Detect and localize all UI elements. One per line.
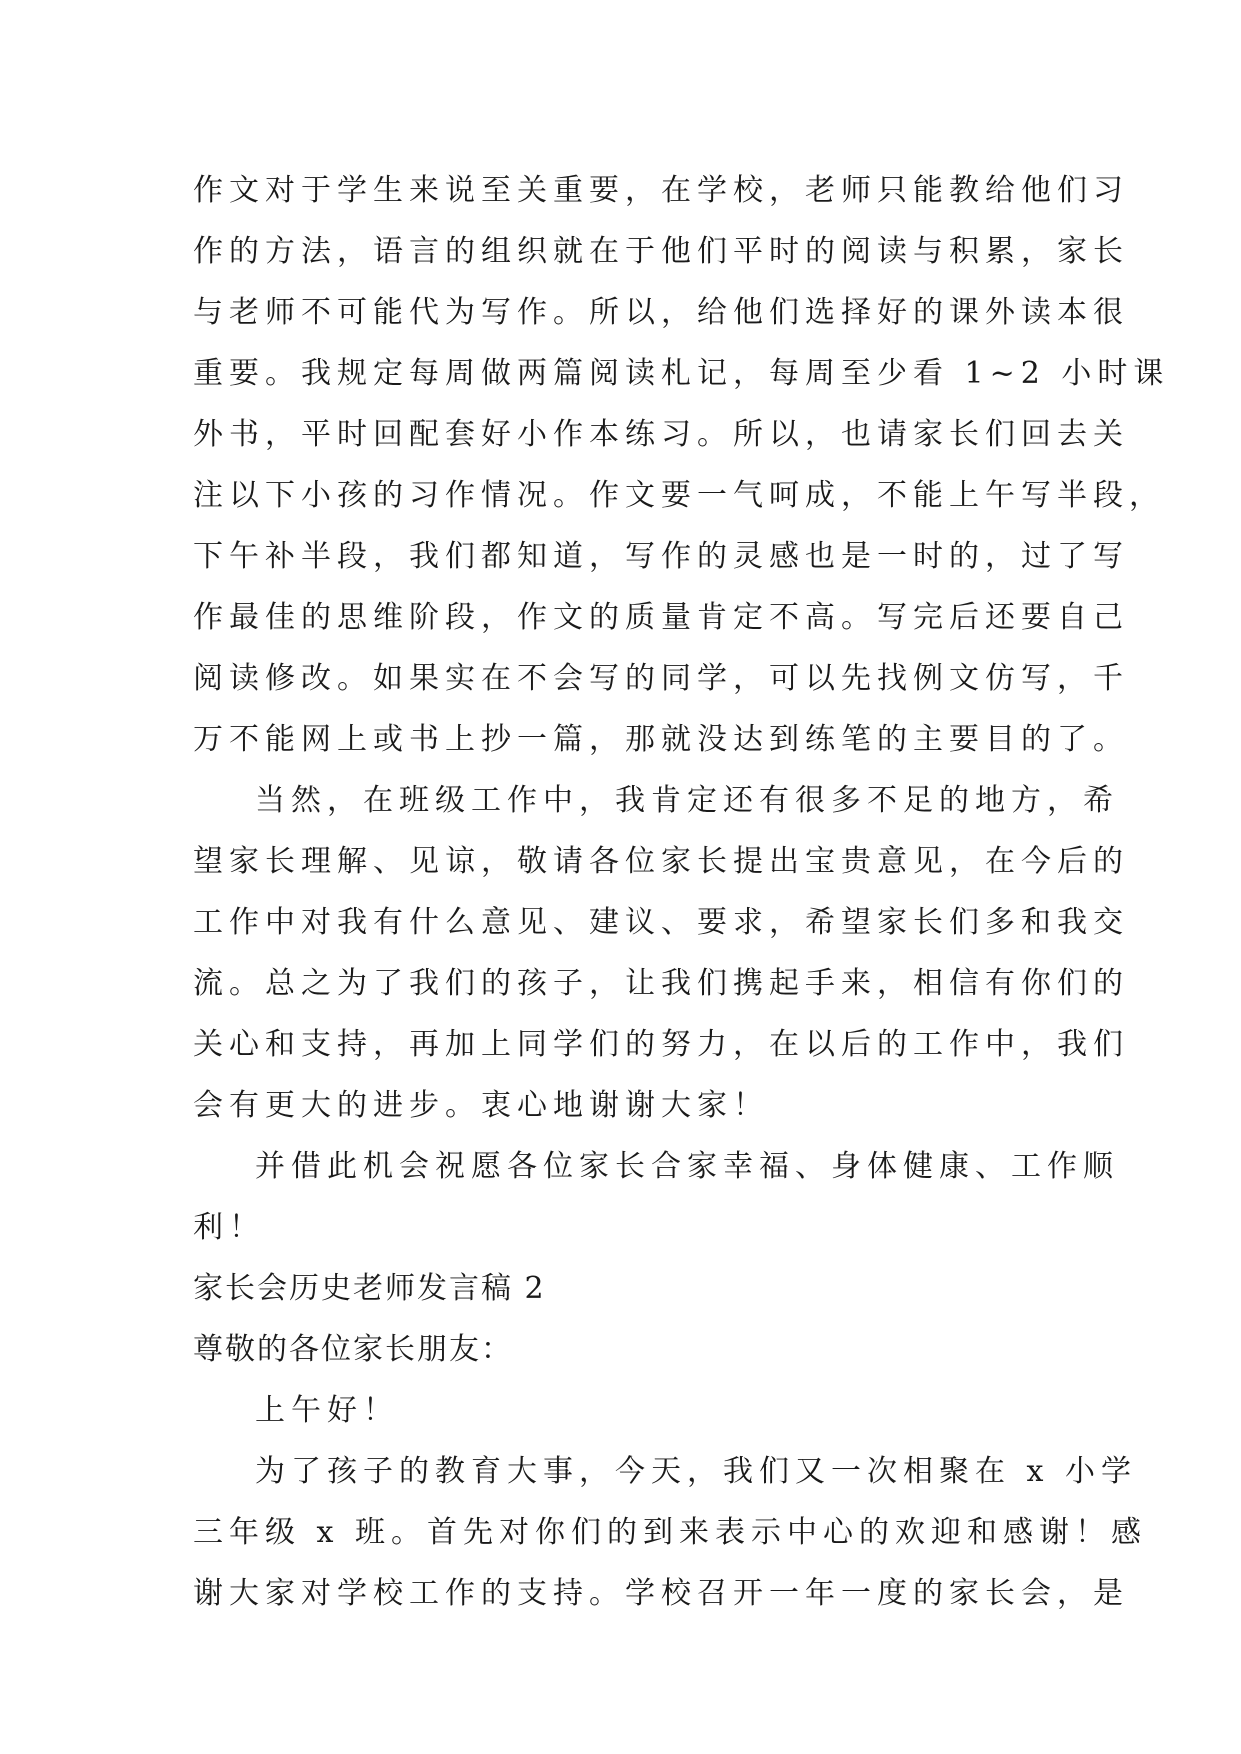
text-line: 注以下小孩的习作情况。作文要一气呵成，不能上午写半段， [193,478,1165,513]
text-line: 作的方法，语言的组织就在于他们平时的阅读与积累，家长 [193,234,1129,269]
section-heading: 家长会历史老师发言稿 2 [193,1271,546,1306]
text-line: 望家长理解、见谅，敬请各位家长提出宝贵意见，在今后的 [193,844,1129,879]
document-page [193,160,1170,1624]
text-line: 下午补半段，我们都知道，写作的灵感也是一时的，过了写 [193,539,1129,574]
text-line: 作文对于学生来说至关重要，在学校，老师只能教给他们习 [193,173,1129,208]
text-line: 流。总之为了我们的孩子，让我们携起手来，相信有你们的 [193,966,1129,1001]
paragraph-start-line: 并借此机会祝愿各位家长合家幸福、身体健康、工作顺 [255,1149,1119,1184]
paragraph-start-line: 当然，在班级工作中，我肯定还有很多不足的地方，希 [255,783,1119,818]
paragraph-start-line: 为了孩子的教育大事，今天，我们又一次相聚在 x 小学 [255,1454,1137,1489]
text-line: 三年级 x 班。首先对你们的到来表示中心的欢迎和感谢！感 [193,1515,1147,1550]
text-line: 作最佳的思维阶段，作文的质量肯定不高。写完后还要自己 [193,600,1129,635]
salutation: 尊敬的各位家长朋友： [193,1332,513,1367]
text-line: 关心和支持，再加上同学们的努力，在以后的工作中，我们 [193,1027,1129,1062]
text-line: 重要。我规定每周做两篇阅读札记，每周至少看 1~2 小时课 [193,356,1170,391]
text-line: 谢大家对学校工作的支持。学校召开一年一度的家长会，是 [193,1576,1129,1611]
text-line: 会有更大的进步。衷心地谢谢大家！ [193,1088,769,1123]
text-line: 利！ [193,1210,265,1245]
text-line: 工作中对我有什么意见、建议、要求，希望家长们多和我交 [193,905,1129,940]
text-line: 外书，平时回配套好小作本练习。所以，也请家长们回去关 [193,417,1129,452]
text-line: 万不能网上或书上抄一篇，那就没达到练笔的主要目的了。 [193,722,1129,757]
text-line: 与老师不可能代为写作。所以，给他们选择好的课外读本很 [193,295,1129,330]
greeting: 上午好！ [255,1393,399,1428]
text-line: 阅读修改。如果实在不会写的同学，可以先找例文仿写，千 [193,661,1129,696]
